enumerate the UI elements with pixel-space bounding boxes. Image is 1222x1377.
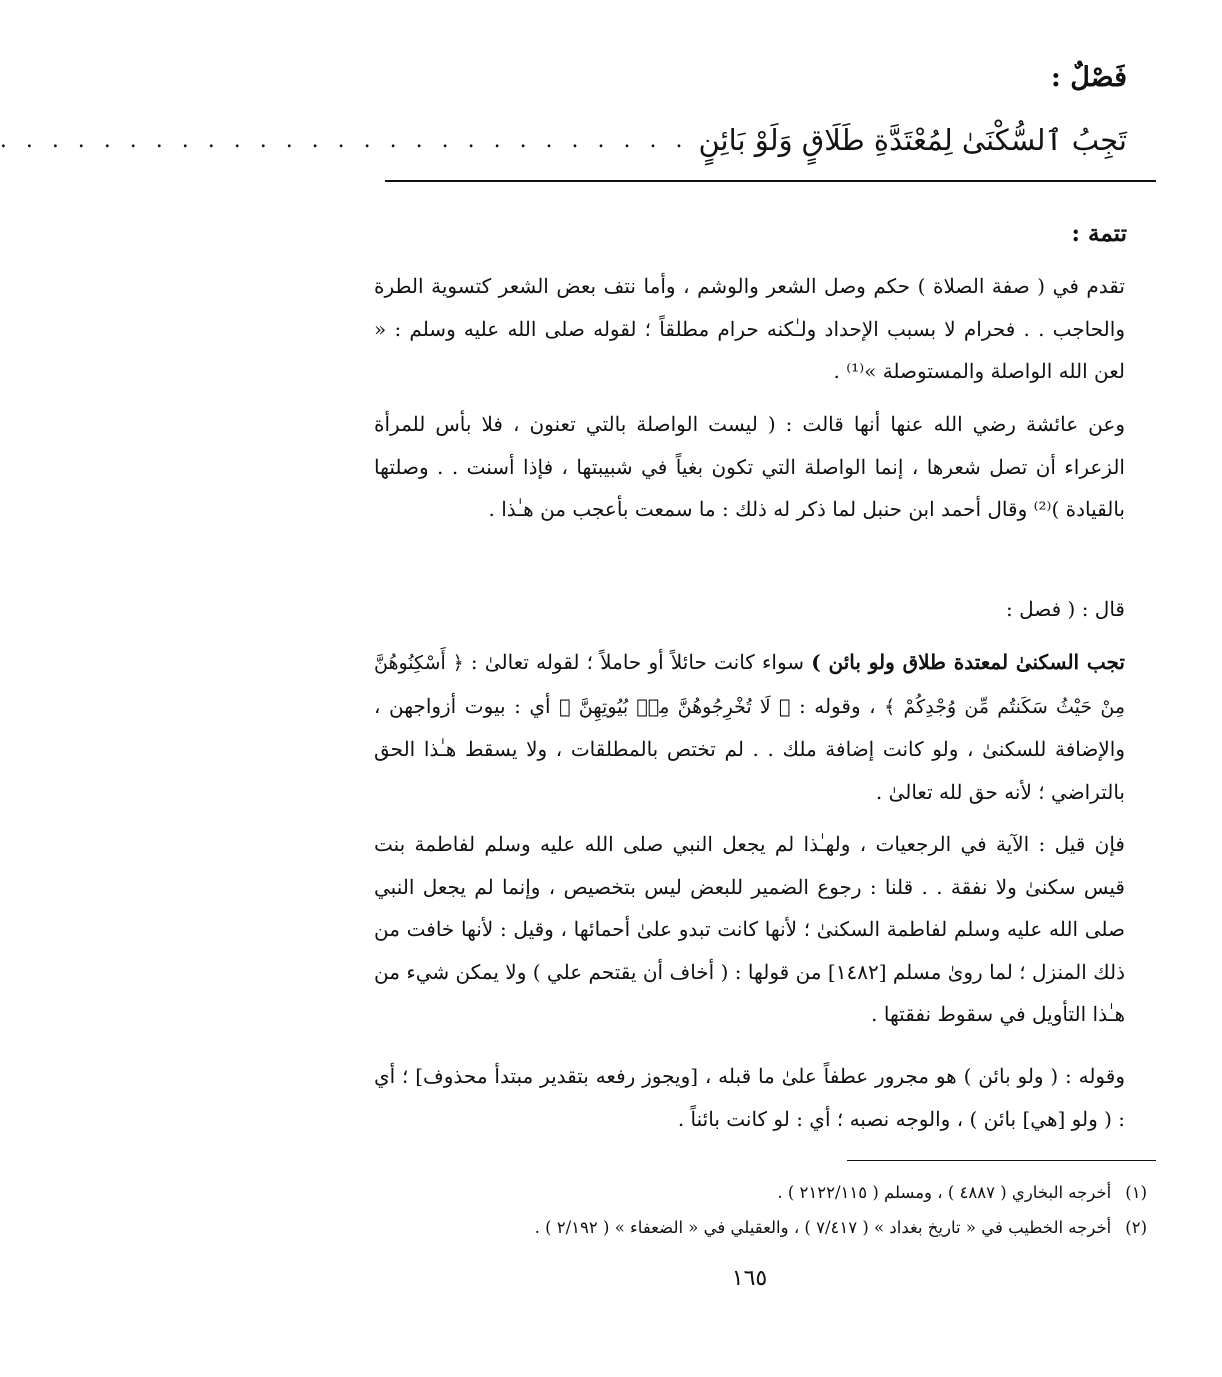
qala-line: [374, 588, 1125, 631]
footnote-number: (٢): [1125, 1218, 1147, 1237]
tatimma-paragraph-1: تقدم في ( صفة الصلاة ) حكم وصل الشعر والوشم ، وأما نتف بعض الشعر كتسوية الطرة والحاجب . . فحرام لا بسبب الإحداد ولـٰكنه حرام مطلقاً ؛ لقوله صلى الله عليه وسلم : « لعن الله الواصلة والمستوصلة »⁽¹⁾ .: [374, 274, 1125, 383]
matn-text: تَجِبُ ٱلسُّكْنَىٰ لِمُعْتَدَّةِ طَلَاقٍ وَلَوْ بَائِنٍ: [698, 123, 1127, 157]
tatimma-paragraph-2: وعن عائشة رضي الله عنها أنها قالت : ( ليست الواصلة بالتي تعنون ، فلا بأس للمرأة الزعراء أن تصل شعرها ، إنما الواصلة التي تكون بغياً في شبيبتها ، فإذا أسنت . . وصلتها بالقيادة )⁽²⁾ وقال أحمد ابن حنبل لما ذكر له ذلك : ما سمعت بأعجب من هـٰذا .: [374, 412, 1125, 521]
footnote-1: [387, 1177, 1147, 1209]
quran-verse-1: ﴿ أَسْكِنُوهُنَّ مِنْ حَيْثُ سَكَنتُم مِّن وُجْدِكُمْ ﴾: [374, 652, 1125, 718]
tatimma-label: تتمة :: [1071, 220, 1127, 247]
sharh-text-c: أي : بيوت أزواجهن ، والإضافة للسكنىٰ ، ولو كانت إضافة ملك . . لم تختص بالمطلقات ، ولا يسقط هـٰذا الحق بالتراضي ؛ لأنه حق لله تعالىٰ .: [374, 693, 1125, 804]
matn-line: [0, 118, 1127, 162]
footnote-rule: [847, 1160, 1156, 1161]
footnote-text: أخرجه الخطيب في « تاريخ بغداد » ( ٧/٤١٧ ) ، والعقيلي في « الضعفاء » ( ٢/١٩٢ ) .: [534, 1218, 1112, 1237]
sharh-paragraph-3: وقوله : ( ولو بائن ) هو مجرور عطفاً علىٰ ما قبله ، [ويجوز رفعه بتقدير مبتدأ محذوف] ؛ أي : ( ولو [هي] بائن ) ، والوجه نصبه ؛ أي : لو كانت بائناً .: [374, 1064, 1125, 1131]
sharh-paragraph-2: فإن قيل : الآية في الرجعيات ، ولهـٰذا لم يجعل النبي صلى الله عليه وسلم لفاطمة بنت قيس سكنىٰ ولا نفقة . . قلنا : رجوع الضمير للبعض ليس بتخصيص ، وإنما لم يجعل النبي صلى الله عليه وسلم لفاطمة السكنىٰ ؛ لأنها كانت تبدو علىٰ أحمائها ، وقيل : لأنها خافت من ذلك المنزل ؛ لما روىٰ مسلم [١٤٨٢] من قولها : ( أخاف أن يقتحم علي ) ولا يمكن شيء من هـٰذا التأويل في سقوط نفقتها .: [374, 832, 1126, 1026]
sharh-paragraph-1: [374, 641, 1125, 813]
sharh-text-a: سواء كانت حائلاً أو حاملاً ؛ لقوله تعالىٰ :: [463, 650, 812, 674]
footnote-number: (١): [1125, 1183, 1147, 1202]
footnote-text: أخرجه البخاري ( ٤٨٨٧ ) ، ومسلم ( ٢١٢٢/١١٥ ) .: [777, 1183, 1112, 1202]
matn-quote: تجب السكنىٰ لمعتدة طلاق ولو بائن ): [811, 650, 1125, 674]
footnote-2: [387, 1212, 1147, 1244]
header-rule: [385, 180, 1156, 182]
quran-verse-2: ﴿ لَا تُخْرِجُوهُنَّ مِنۢ بُيُوتِهِنَّ ﴾: [559, 695, 791, 718]
section-heading: فَصْلٌ :: [1050, 62, 1127, 93]
sharh-text-b: ، وقوله :: [790, 693, 885, 718]
page-number: ١٦٥: [731, 1266, 768, 1291]
qala-text: قال : ( فصل :: [1006, 597, 1125, 621]
leader-dots: . . . . . . . . . . . . . . . . . . . . . . . . . . .: [0, 127, 689, 153]
